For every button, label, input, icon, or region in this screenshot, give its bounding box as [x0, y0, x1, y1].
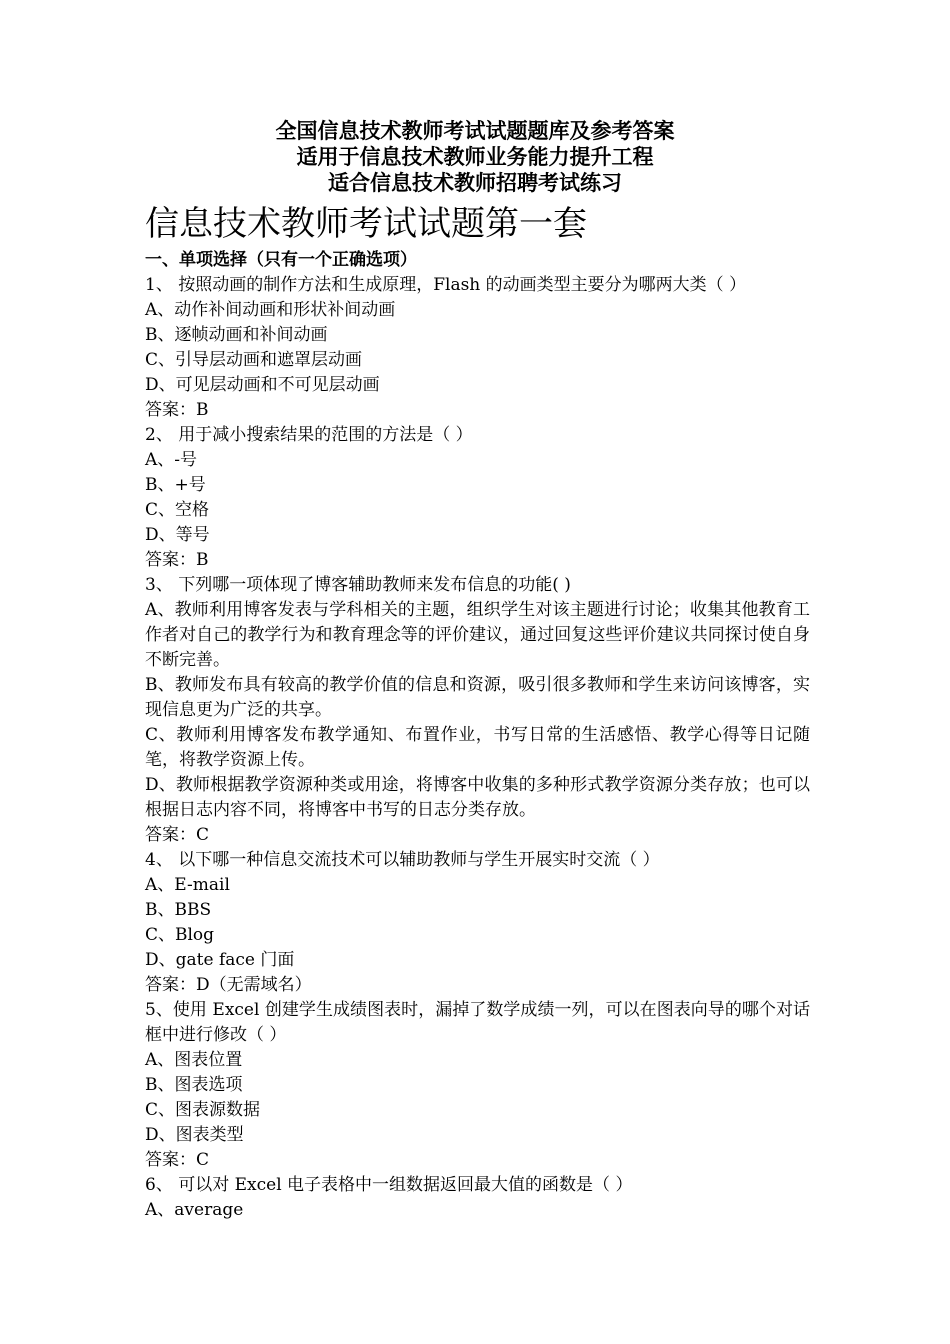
section-heading: 一、单项选择（只有一个正确选项）: [145, 250, 417, 270]
answer-text: 答案：B: [145, 550, 209, 570]
option-a: A、图表位置: [145, 1050, 243, 1070]
answer-text: 答案：C: [145, 1150, 210, 1170]
option-b: B、图表选项: [145, 1075, 243, 1095]
option-b: B、BBS: [145, 900, 212, 920]
option-d: D、等号: [145, 525, 210, 545]
question-text: 1、 按照动画的制作方法和生成原理，Flash 的动画类型主要分为哪两大类（ ）: [145, 275, 747, 295]
header-line-3: 适合信息技术教师招聘考试练习: [328, 170, 622, 195]
question-block: [145, 1173, 810, 1223]
answer-text: 答案：C: [145, 825, 210, 845]
option-a: A、average: [145, 1200, 244, 1220]
question-block: [145, 573, 810, 848]
option-c: C、Blog: [145, 925, 215, 945]
answer-text: 答案：B: [145, 400, 209, 420]
option-a: A、E-mail: [145, 875, 230, 895]
question-text: 5、使用 Excel 创建学生成绩图表时，漏掉了数学成绩一列，可以在图表向导的哪个对话框中进行修改（ ）: [145, 1000, 810, 1045]
question-text: 3、 下列哪一项体现了博客辅助教师来发布信息的功能( ): [145, 575, 571, 595]
option-a: A、教师利用博客发表与学科相关的主题，组织学生对该主题进行讨论；收集其他教育工作者对自己的教学行为和教育理念等的评价建议，通过回复这些评价建议共同探讨使自身不断完善。: [145, 600, 810, 670]
question-text: 4、 以下哪一种信息交流技术可以辅助教师与学生开展实时交流（ ）: [145, 850, 660, 870]
option-b: B、教师发布具有较高的教学价值的信息和资源，吸引很多教师和学生来访问该博客，实现信息更为广泛的共享。: [145, 675, 810, 720]
option-d: D、图表类型: [145, 1125, 244, 1145]
question-text: 2、 用于减小搜索结果的范围的方法是（ ）: [145, 425, 473, 445]
option-d: D、教师根据教学资源种类或用途，将博客中收集的多种形式教学资源分类存放；也可以根据日志内容不同，将博客中书写的日志分类存放。: [145, 775, 810, 820]
question-text: 6、 可以对 Excel 电子表格中一组数据返回最大值的函数是（ ）: [145, 1175, 633, 1195]
option-b: B、逐帧动画和补间动画: [145, 325, 328, 345]
option-d: D、可见层动画和不可见层动画: [145, 375, 380, 395]
option-a: A、-号: [145, 450, 198, 470]
option-d: D、gate face 门面: [145, 950, 295, 970]
header-line-1: 全国信息技术教师考试试题题库及参考答案: [275, 118, 675, 143]
answer-text: 答案：D（无需域名）: [145, 975, 312, 995]
option-c: C、图表源数据: [145, 1100, 261, 1120]
option-c: C、空格: [145, 500, 210, 520]
option-c: C、引导层动画和遮罩层动画: [145, 350, 363, 370]
question-block: [145, 273, 810, 423]
document-page: [145, 118, 810, 1223]
header-line-2: 适用于信息技术教师业务能力提升工程: [296, 144, 654, 169]
option-c: C、教师利用博客发布教学通知、布置作业，书写日常的生活感悟、教学心得等日记随笔，将教学资源上传。: [145, 725, 810, 770]
option-b: B、+号: [145, 475, 206, 495]
option-a: A、动作补间动画和形状补间动画: [145, 300, 396, 320]
question-block: [145, 423, 810, 573]
question-block: [145, 998, 810, 1173]
question-block: [145, 848, 810, 998]
document-title: 信息技术教师考试试题第一套: [145, 204, 587, 244]
